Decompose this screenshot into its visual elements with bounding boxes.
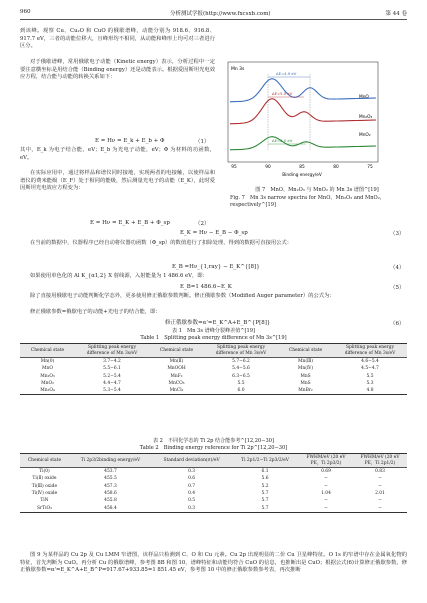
- table-1-caption-en: Table 1 Splitting peak energy difference of Mn 3s^[19]: [140, 335, 287, 341]
- page-number: 960: [20, 9, 31, 15]
- table-cell: MnBr₂: [298, 388, 313, 394]
- table-header: Ti 2p3/2binding energy/eV: [80, 457, 141, 463]
- table-cell: 455.8: [104, 498, 117, 504]
- table-cell: Mn(0): [40, 359, 55, 365]
- table-cell: MnO₂: [41, 381, 54, 387]
- table-2-caption-en: Table 2 Binding energy reference for Ti 2p^[12,20−30]: [139, 445, 288, 451]
- table-cell: 0.3: [188, 505, 196, 511]
- table-cell: 4.6−5.4: [361, 359, 379, 365]
- equation-6: 修正俄歇参数=α'=E_K^A+E_B^{P[8]}: [165, 320, 271, 326]
- table-cell: 4.8: [366, 388, 374, 394]
- table-cell: −: [378, 483, 382, 489]
- table-header: FWHM/eV (20 eV PE，Ti 2p1/2): [360, 455, 400, 466]
- table-cell: 5.5−6.1: [103, 366, 121, 372]
- table-cell: −: [378, 498, 382, 504]
- table-cell: 0.3: [188, 469, 196, 475]
- table-cell: MnCO₃: [168, 381, 185, 387]
- table-cell: Ti(Ⅲ) oxide: [31, 483, 58, 489]
- table-cell: −: [324, 505, 328, 511]
- mn3s-spectra-plot: [222, 60, 408, 185]
- spectrum-curve-0: [230, 79, 376, 102]
- table-header: FWHM/eV (20 eV PE，Ti 2p3/2): [306, 455, 346, 466]
- delta-label: ΔE=4.9 eV: [276, 71, 297, 76]
- x-tick-label: 80: [333, 165, 339, 170]
- table-cell: Mn₂O₃: [40, 373, 55, 379]
- table-header: Chemical state: [27, 457, 62, 463]
- table-cell: −: [378, 505, 382, 511]
- table-cell: 0.69: [321, 469, 331, 475]
- series-label-mno: MnO: [359, 95, 369, 100]
- table-cell: 5.5: [237, 381, 245, 387]
- figure-caption-cn: 图 7 MnO、Mn₂O₃ 与 MnO₂ 的 Mn 3s 谱图^[19]: [255, 187, 379, 193]
- table-header: Standard deviation(σ)/eV: [163, 457, 220, 463]
- table-cell: 0.7: [188, 483, 196, 489]
- table-cell: MnCl₂: [169, 388, 184, 394]
- table-cell: 5.2: [261, 483, 269, 489]
- table-row: [20, 380, 407, 387]
- table-cell: 5.6: [261, 476, 269, 482]
- table-cell: 5.7: [261, 498, 269, 504]
- x-tick-label: 95: [231, 165, 237, 170]
- series-label-mn2o3: Mn₂O₃: [359, 115, 373, 120]
- table-2: [20, 453, 407, 513]
- delta-label: ΔE=6.0 eV: [272, 138, 293, 143]
- table-row: [20, 475, 407, 482]
- paragraph: 在实际应用中，通过将样品和谱仪同时接地，实现两者的电接触，以使样品和谱仪的费米能级（E_F）处于相同的能级，然后测量光电子的动能（E_K），此时爱因斯坦光电效应方程变为：: [20, 170, 215, 192]
- table-cell: 5.7−6.2: [232, 359, 250, 365]
- equation-2: E = Hν = E_K + E_B + Φ_sp: [90, 220, 170, 226]
- table-cell: MnOOH: [167, 366, 186, 372]
- table-row: [20, 490, 407, 497]
- table-cell: MnS: [300, 373, 311, 379]
- paragraph: 图 9 为某样品的 Cu 2p 及 Cu LMM 窄谱图，该样品只检测到 C、O 和 Cu 元素。Cu 2p 出现明显的二价 Cu 卫星峰特征。O 1s 的窄谱中存在金属氧化物的特征，首先判断为 CuO。再分析 Cu 的俄歇谱峰，参考图 8B 和图 10，谱峰特征和动能均符合 CuO 的信息，也推断出是 CuO；根据公式(6)计算修正俄歇参数，修正俄歇参数=α'=E_K^A+E_B^P=917.67+933.85=1 851.45 eV，参考图 10 中的修正俄歇参数参考表，再次推断: [20, 552, 407, 574]
- table-cell: 6.0: [237, 388, 245, 394]
- table-cell: SrTiO₃: [37, 505, 52, 511]
- table-row: [20, 497, 407, 504]
- table-cell: MnO: [42, 366, 53, 372]
- table-row: [20, 387, 407, 395]
- table-header: Splitting peak energy difference of Mn 3s/eV: [215, 345, 267, 356]
- table-cell: Ti(Ⅱ) oxide: [32, 476, 57, 482]
- equation-4: E_B =Hν_{1,ray} − E_K^{[8]}: [172, 264, 260, 270]
- page-header: [20, 7, 407, 20]
- table-cell: 5.2−5.4: [103, 373, 121, 379]
- table-cell: 0.83: [375, 469, 385, 475]
- table-row: [20, 504, 407, 512]
- table-cell: MnS: [300, 381, 311, 387]
- table-cell: Mn₃O₄: [40, 388, 55, 394]
- equation-6-number: （6）: [390, 321, 405, 327]
- figure-7: [222, 60, 408, 185]
- table-cell: −: [324, 483, 328, 489]
- spectrum-curve-1: [230, 99, 376, 124]
- table-header: Chemical state: [30, 347, 65, 353]
- equation-5: E_B=1 486.6−E_K: [180, 284, 232, 290]
- paragraph: 除了直接用俄歇电子动能判断化学态外，更多使用修正俄歇参数判断。修正俄歇参数（Modified Auger parameter）的公式为：: [30, 293, 335, 299]
- table-cell: Mn(Ⅳ): [297, 366, 314, 372]
- table-cell: 2.01: [375, 491, 385, 497]
- table-cell: 458.6: [104, 491, 117, 497]
- spectrum-curve-2: [230, 137, 376, 150]
- table-cell: 0.4: [188, 491, 196, 497]
- table-cell: Ti(0): [39, 469, 50, 475]
- table-cell: 5.7: [261, 491, 269, 497]
- table-cell: 455.5: [104, 476, 117, 482]
- figure-caption-en: Fig. 7 Mn 3s narrow spectra for MnO、Mn₂O₃ and MnO₂，respectively^[19]: [230, 195, 385, 208]
- table-row: [20, 358, 407, 366]
- mn3s-label: Mn 3s: [231, 67, 245, 72]
- delta-label: ΔE=5.5 eV: [272, 91, 293, 96]
- table-cell: Mn(Ⅲ): [298, 359, 313, 365]
- table-cell: Ti(Ⅳ) oxide: [31, 491, 58, 497]
- table-cell: 5.5: [366, 373, 374, 379]
- journal-name: 分析测试学报(http://www.fxcsxb.com): [170, 11, 271, 17]
- equation-3-number: （3）: [390, 231, 405, 237]
- table-row: [20, 373, 407, 380]
- table-header: Splitting peak energy difference of Mn 3s/eV: [86, 345, 138, 356]
- table-cell: −: [378, 476, 382, 482]
- table-cell: Mn(Ⅱ): [169, 359, 184, 365]
- table-cell: 5.3: [366, 381, 374, 387]
- paragraph: 其中，E_k 为电子结合能，eV；E_b 为光电子动能，eV；Φ 为材料的功函数，eV。: [20, 147, 215, 161]
- paragraph: 在当前的数据中，仪器程序已经自动将仪器功函数（Φ_sp）的数值进行了扣除处理，得到的数据可直接用公式：: [30, 240, 293, 246]
- table-cell: 4.5−4.7: [361, 366, 379, 372]
- table-cell: 5.7: [261, 505, 269, 511]
- table-row: [20, 468, 407, 476]
- equation-1-number: （1）: [195, 139, 210, 145]
- table-cell: 0.5: [188, 498, 196, 504]
- series-label-mno2: MnO₂: [359, 133, 371, 138]
- table-cell: MnF₂: [170, 373, 183, 379]
- paragraph: 到该峰。观察 Cu、Cu₂O 和 CuO 的俄歇谱峰，动能分别为 918.6、916.8、917.7 eV，三者的动能位移大，且峰形均不相同，从动能和峰形上均可对三者进行区分。: [20, 28, 215, 50]
- table-cell: −: [324, 498, 328, 504]
- table-header: Chemical state: [288, 347, 323, 353]
- equation-3: E_K = Hν − E_B − Φ_sp: [180, 230, 248, 236]
- table-cell: 458.4: [104, 505, 117, 511]
- table-row: [20, 483, 407, 490]
- table-1: [20, 343, 407, 395]
- equation-1: E = Hν = E_k + E_b + Φ: [95, 138, 165, 144]
- table-cell: −: [324, 476, 328, 482]
- paragraph: 修正俄歇参数=俄歇电子的动能+光电子的结合能，即：: [30, 309, 161, 315]
- volume-label: 第 44 卷: [385, 11, 407, 17]
- table-1-caption-cn: 表 1 Mn 3s 谱峰分裂峰差值^[19]: [171, 328, 256, 334]
- x-axis-label: Binding energy/eV: [282, 173, 322, 178]
- equation-2-number: （2）: [195, 221, 210, 227]
- table-cell: 6.3−6.5: [232, 373, 250, 379]
- table-cell: 4.4−4.7: [103, 381, 121, 387]
- equation-4-number: （4）: [390, 265, 405, 271]
- paragraph: 如果使用单色化的 Al K_{α1,2} X 射线源，入射能量为 1 486.6 eV，即：: [30, 273, 208, 279]
- table-cell: 5.4−5.6: [232, 366, 250, 372]
- table-cell: 453.7: [104, 469, 117, 475]
- x-tick-label: 75: [367, 165, 373, 170]
- paragraph: 对于俄歇谱峰，常用俄歇电子动能（Kinetic energy）表示，分析过程中一定要注意横坐标是用结合能（Binding energy）还是动能表示。根据爱因斯坦光电效应方程，结合能与动能的转换关系如下：: [20, 59, 215, 81]
- x-tick-label: 85: [299, 165, 305, 170]
- table-header: Ti 2p1/2−Ti 2p3/2/eV: [241, 457, 289, 463]
- equation-5-number: （5）: [390, 285, 405, 291]
- table-2-caption-cn: 表 2 不同化学态的 Ti 2p 结合能参考^[12,20−30]: [152, 438, 275, 444]
- table-header: Chemical state: [159, 347, 194, 353]
- table-cell: 5.3−5.4: [103, 388, 121, 394]
- table-cell: 0.6: [188, 476, 196, 482]
- table-cell: TiN: [40, 498, 49, 504]
- x-tick-label: 90: [265, 165, 271, 170]
- table-row: [20, 365, 407, 372]
- table-cell: 1.04: [321, 491, 331, 497]
- table-header: Splitting peak energy difference of Mn 3s/eV: [344, 345, 396, 356]
- table-cell: 6.1: [261, 469, 269, 475]
- table-cell: 457.3: [104, 483, 117, 489]
- table-cell: 3.7−4.2: [103, 359, 121, 365]
